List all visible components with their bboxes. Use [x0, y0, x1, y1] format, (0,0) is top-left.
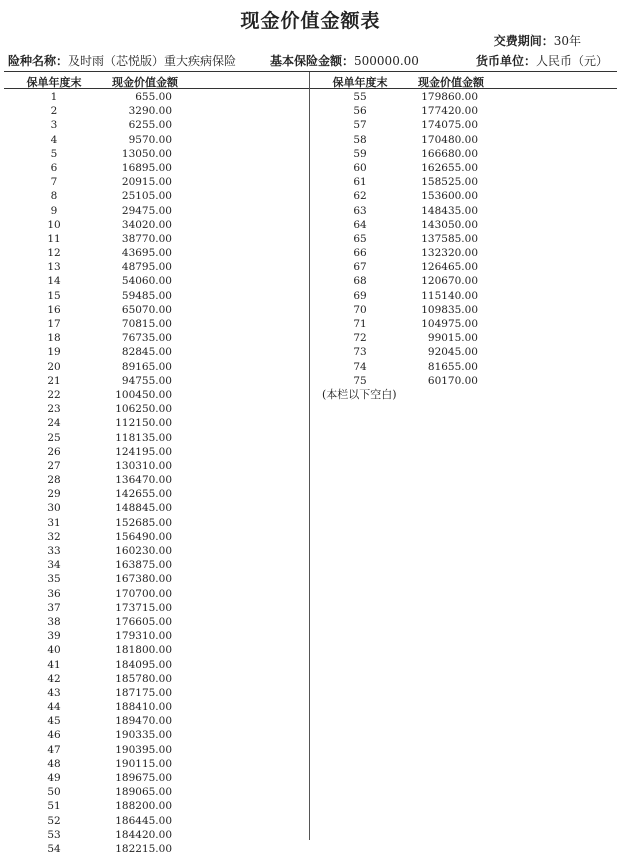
- cash-value-cell: 106250.00: [115, 403, 172, 416]
- cash-value-cell: 115140.00: [421, 289, 478, 302]
- cash-value-cell: 65070.00: [121, 303, 172, 316]
- policy-year-cell: 65: [353, 232, 367, 245]
- policy-year-cell: 74: [353, 360, 367, 373]
- cash-value-cell: 158525.00: [421, 176, 478, 189]
- cash-value-cell: 173715.00: [115, 601, 172, 614]
- policy-year-cell: 28: [47, 474, 61, 487]
- policy-year-cell: 35: [47, 573, 61, 586]
- policy-year-cell: 13: [47, 261, 61, 274]
- table-row: [314, 374, 610, 388]
- policy-year-cell: 2: [50, 105, 58, 118]
- policy-year-cell: 60: [353, 161, 367, 174]
- policy-year-cell: 73: [353, 346, 367, 359]
- policy-year-cell: 64: [353, 218, 367, 231]
- policy-year-cell: 33: [47, 545, 61, 557]
- cash-value-cell: 163875.00: [115, 559, 172, 572]
- table-row: [8, 714, 304, 728]
- table-row: [8, 558, 304, 572]
- table-row: [8, 189, 304, 203]
- table-row: [8, 246, 304, 260]
- policy-year-cell: 62: [353, 190, 367, 203]
- table-row: [314, 90, 610, 104]
- product-info: [8, 52, 236, 69]
- table-row: [314, 232, 610, 246]
- table-row: [314, 118, 610, 132]
- policy-year-cell: 27: [47, 459, 61, 472]
- table-row: [314, 147, 610, 161]
- policy-year-cell: 58: [353, 133, 367, 146]
- policy-year-cell: 30: [47, 502, 61, 515]
- policy-year-cell: 48: [47, 757, 61, 770]
- policy-year-cell: 24: [47, 417, 61, 430]
- policy-year-cell: 3: [50, 119, 58, 132]
- table-row: [8, 544, 304, 558]
- cash-value-cell: 181800.00: [115, 644, 172, 657]
- table-row: [8, 643, 304, 657]
- table-row: [8, 799, 304, 813]
- cash-value-cell: 20915.00: [121, 176, 172, 189]
- table-row: [8, 416, 304, 430]
- table-row: [8, 402, 304, 416]
- cash-value-cell: 3290.00: [128, 105, 172, 118]
- product-label: 险种名称：: [8, 54, 69, 68]
- cash-value-cell: 188200.00: [115, 800, 172, 813]
- policy-year-cell: 75: [353, 374, 367, 387]
- cash-value-cell: 89165.00: [121, 360, 172, 373]
- table-row: [8, 587, 304, 601]
- policy-year-cell: 70: [353, 303, 367, 316]
- policy-year-cell: 38: [47, 615, 61, 628]
- table-row: [8, 374, 304, 388]
- cash-value-cell: 152685.00: [115, 516, 172, 529]
- left-header-year: 保单年度末: [26, 76, 82, 89]
- cash-value-cell: 186445.00: [115, 814, 172, 827]
- policy-year-cell: 10: [47, 218, 61, 231]
- cash-value-cell: 25105.00: [121, 190, 172, 203]
- policy-year-cell: 21: [47, 374, 61, 387]
- policy-year-cell: 4: [50, 133, 58, 146]
- policy-year-cell: 8: [50, 190, 58, 203]
- cash-value-cell: 170700.00: [115, 587, 172, 600]
- policy-year-cell: 9: [50, 204, 58, 217]
- left-table-header: [8, 74, 304, 90]
- product-value: 及时雨（芯悦版）重大疾病保险: [68, 54, 237, 68]
- cash-value-cell: 109835.00: [421, 303, 478, 316]
- policy-year-cell: 20: [47, 360, 61, 373]
- table-row: [314, 218, 610, 232]
- table-row: [314, 161, 610, 175]
- cash-value-cell: 124195.00: [115, 445, 172, 458]
- cash-value-cell: 185780.00: [115, 672, 172, 685]
- cash-value-cell: 130310.00: [115, 459, 172, 472]
- cash-value-cell: 655.00: [135, 91, 172, 103]
- policy-year-cell: 26: [47, 445, 61, 458]
- table-row: [8, 629, 304, 643]
- policy-year-cell: 7: [50, 176, 58, 189]
- header-top-rule: [4, 71, 617, 72]
- cash-value-cell: 137585.00: [421, 232, 478, 245]
- table-row: [8, 317, 304, 331]
- cash-value-cell: 176605.00: [115, 615, 172, 628]
- cash-value-cell: 104975.00: [421, 318, 478, 330]
- policy-year-cell: 68: [353, 275, 367, 288]
- cash-value-cell: 148435.00: [421, 204, 478, 217]
- table-row: [8, 303, 304, 317]
- policy-year-cell: 41: [47, 658, 61, 671]
- table-row: [8, 658, 304, 672]
- policy-year-cell: 50: [47, 786, 61, 799]
- table-row: [314, 204, 610, 218]
- payment-period-value: 30年: [553, 34, 581, 48]
- cash-value-cell: 143050.00: [421, 218, 478, 231]
- left-table: [8, 74, 304, 856]
- right-table-header: [314, 74, 610, 90]
- cash-value-cell: 132320.00: [421, 247, 478, 260]
- table-row: [8, 431, 304, 445]
- cash-value-cell: 48795.00: [121, 261, 172, 274]
- policy-year-cell: 56: [353, 105, 367, 118]
- cash-value-cell: 190335.00: [115, 729, 172, 742]
- policy-year-cell: 37: [47, 601, 61, 614]
- cash-value-cell: 99015.00: [427, 332, 478, 345]
- table-row: [8, 757, 304, 771]
- table-row: [8, 90, 304, 104]
- cash-value-cell: 29475.00: [121, 204, 172, 217]
- table-row: [8, 218, 304, 232]
- policy-year-cell: 5: [50, 147, 58, 160]
- table-row: [8, 161, 304, 175]
- policy-year-cell: 42: [47, 672, 61, 685]
- cash-value-cell: 184420.00: [115, 828, 172, 841]
- table-row: [314, 246, 610, 260]
- table-row: [8, 572, 304, 586]
- cash-value-cell: 166680.00: [421, 147, 478, 160]
- table-row: [8, 516, 304, 530]
- cash-value-cell: 70815.00: [121, 318, 172, 330]
- table-row: [8, 260, 304, 274]
- policy-year-cell: 32: [47, 530, 61, 543]
- cash-value-cell: 142655.00: [115, 488, 172, 501]
- policy-year-cell: 72: [353, 332, 367, 345]
- table-row: [8, 842, 304, 856]
- cash-value-cell: 189065.00: [115, 786, 172, 799]
- cash-value-cell: 177420.00: [421, 105, 478, 118]
- policy-year-cell: 22: [47, 388, 61, 401]
- cash-value-cell: 189675.00: [115, 772, 172, 784]
- policy-year-cell: 61: [353, 176, 367, 189]
- cash-value-cell: 126465.00: [421, 261, 478, 274]
- policy-year-cell: 29: [47, 488, 61, 501]
- table-row: [8, 530, 304, 544]
- cash-value-cell: 184095.00: [115, 658, 172, 671]
- cash-value-cell: 187175.00: [115, 686, 172, 699]
- table-row: [8, 175, 304, 189]
- table-row: [8, 118, 304, 132]
- table-row: [8, 232, 304, 246]
- cash-value-cell: 190395.00: [115, 743, 172, 756]
- cash-value-cell: 16895.00: [121, 161, 172, 174]
- table-row: [8, 686, 304, 700]
- cash-value-cell: 148845.00: [115, 502, 172, 515]
- cash-value-cell: 179860.00: [421, 91, 478, 103]
- payment-period: [494, 32, 581, 49]
- policy-year-cell: 43: [47, 686, 61, 699]
- policy-year-cell: 51: [47, 800, 61, 813]
- cash-value-cell: 13050.00: [121, 147, 172, 160]
- policy-year-cell: 44: [47, 701, 61, 714]
- table-row: [8, 501, 304, 515]
- table-row: [314, 331, 610, 345]
- policy-year-cell: 23: [47, 403, 61, 416]
- cash-value-cell: 156490.00: [115, 530, 172, 543]
- amount-info: [270, 52, 419, 69]
- policy-year-cell: 45: [47, 715, 61, 728]
- left-table-rows: [8, 90, 304, 856]
- cash-value-cell: 76735.00: [121, 332, 172, 345]
- cash-value-cell: 179310.00: [115, 630, 172, 643]
- policy-year-cell: 52: [47, 814, 61, 827]
- policy-year-cell: 39: [47, 630, 61, 643]
- table-row: [8, 771, 304, 785]
- policy-year-cell: 6: [50, 161, 58, 174]
- table-row: [8, 743, 304, 757]
- cash-value-cell: 162655.00: [421, 161, 478, 174]
- policy-year-cell: 12: [47, 247, 61, 260]
- table-row: [8, 104, 304, 118]
- table-row: [314, 260, 610, 274]
- table-row: [314, 175, 610, 189]
- policy-year-cell: 18: [47, 332, 61, 345]
- cash-value-cell: 120670.00: [421, 275, 478, 288]
- table-row: [314, 289, 610, 303]
- table-row: [314, 360, 610, 374]
- cash-value-cell: 6255.00: [128, 119, 172, 132]
- right-table: [314, 74, 610, 402]
- table-row: [8, 728, 304, 742]
- policy-year-cell: 11: [47, 232, 61, 245]
- cash-value-cell: 59485.00: [121, 289, 172, 302]
- cash-value-cell: 136470.00: [115, 474, 172, 487]
- cash-value-cell: 43695.00: [121, 247, 172, 260]
- cash-value-cell: 82845.00: [121, 346, 172, 359]
- policy-year-cell: 71: [353, 318, 367, 330]
- page-title: 现金价值金额表: [240, 10, 381, 32]
- table-row: [8, 601, 304, 615]
- policy-year-cell: 67: [353, 261, 367, 274]
- cash-value-cell: 170480.00: [421, 133, 478, 146]
- policy-year-cell: 57: [353, 119, 367, 132]
- table-row: [8, 345, 304, 359]
- left-header-value: 现金价值金额: [112, 76, 178, 89]
- cash-value-cell: 54060.00: [121, 275, 172, 288]
- table-row: [8, 331, 304, 345]
- policy-year-cell: 36: [47, 587, 61, 600]
- table-row: [8, 445, 304, 459]
- policy-year-cell: 34: [47, 559, 61, 572]
- table-row: [314, 133, 610, 147]
- policy-year-cell: 59: [353, 147, 367, 160]
- table-row: [8, 133, 304, 147]
- table-row: [8, 459, 304, 473]
- policy-info-bar: [8, 52, 613, 70]
- cash-value-cell: 182215.00: [115, 842, 172, 855]
- table-row: [314, 274, 610, 288]
- cash-value-cell: 118135.00: [115, 431, 172, 444]
- table-row: [8, 700, 304, 714]
- cash-value-cell: 188410.00: [115, 701, 172, 714]
- table-row: [8, 785, 304, 799]
- currency-info: [476, 52, 608, 69]
- policy-year-cell: 69: [353, 289, 367, 302]
- policy-year-cell: 63: [353, 204, 367, 217]
- table-row: [8, 289, 304, 303]
- cash-value-cell: 167380.00: [115, 573, 172, 586]
- right-header-value: 现金价值金额: [418, 76, 484, 89]
- policy-year-cell: 40: [47, 644, 61, 657]
- policy-year-cell: 17: [47, 318, 61, 330]
- table-row: [314, 104, 610, 118]
- cash-value-cell: 153600.00: [421, 190, 478, 203]
- cash-value-cell: 81655.00: [427, 360, 478, 373]
- table-row: [8, 360, 304, 374]
- cash-value-cell: 34020.00: [121, 218, 172, 231]
- cash-value-cell: 190115.00: [115, 757, 172, 770]
- cash-value-cell: 100450.00: [115, 388, 172, 401]
- amount-label: 基本保险金额：: [270, 54, 355, 68]
- policy-year-cell: 31: [47, 516, 61, 529]
- policy-year-cell: 66: [353, 247, 367, 260]
- cash-value-cell: 112150.00: [115, 417, 172, 430]
- amount-value: 500000.00: [354, 54, 419, 68]
- policy-year-cell: 25: [47, 431, 61, 444]
- table-row: [8, 204, 304, 218]
- cash-value-cell: 189470.00: [115, 715, 172, 728]
- table-row: [8, 147, 304, 161]
- table-row: [8, 388, 304, 402]
- table-row: [8, 615, 304, 629]
- cash-value-cell: 60170.00: [427, 374, 478, 387]
- policy-year-cell: 16: [47, 303, 61, 316]
- table-row: [8, 814, 304, 828]
- policy-year-cell: 54: [47, 842, 61, 855]
- policy-year-cell: 46: [47, 729, 61, 742]
- table-row: [314, 189, 610, 203]
- cash-value-cell: 38770.00: [121, 232, 172, 245]
- policy-year-cell: 15: [47, 289, 61, 302]
- cash-value-cell: 94755.00: [121, 374, 172, 387]
- table-row: [8, 487, 304, 501]
- policy-year-cell: 53: [47, 828, 61, 841]
- policy-year-cell: 47: [47, 743, 61, 756]
- blank-note: (本栏以下空白): [322, 387, 397, 401]
- policy-year-cell: 1: [50, 91, 58, 103]
- policy-year-cell: 19: [47, 346, 61, 359]
- table-row: [314, 317, 610, 331]
- right-header-year: 保单年度末: [332, 76, 388, 89]
- cash-value-cell: 9570.00: [128, 133, 172, 146]
- currency-label: 货币单位：: [476, 54, 537, 68]
- table-row: [8, 473, 304, 487]
- policy-year-cell: 49: [47, 772, 61, 784]
- payment-period-label: 交费期间：: [493, 34, 554, 48]
- cash-value-cell: 160230.00: [115, 545, 172, 557]
- cash-value-cell: 92045.00: [427, 346, 478, 359]
- currency-value: 人民币（元）: [536, 54, 609, 68]
- column-divider: [309, 72, 310, 840]
- policy-year-cell: 14: [47, 275, 61, 288]
- table-row: [314, 303, 610, 317]
- table-row: [8, 274, 304, 288]
- table-row: [8, 672, 304, 686]
- right-table-rows: [314, 90, 610, 388]
- table-row: [314, 345, 610, 359]
- cash-value-cell: 174075.00: [421, 119, 478, 132]
- policy-year-cell: 55: [353, 91, 367, 103]
